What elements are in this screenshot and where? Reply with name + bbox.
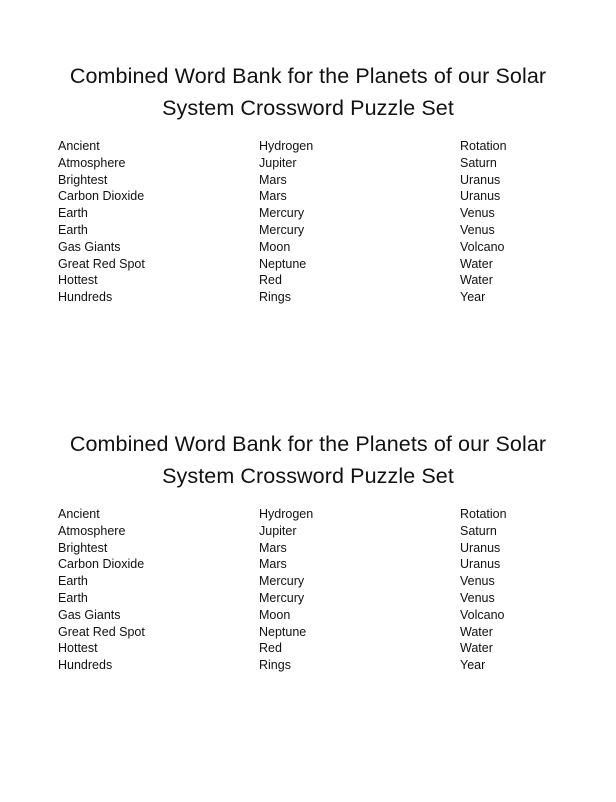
word-item: Atmosphere — [58, 523, 126, 538]
word-item: Rotation — [460, 507, 507, 521]
word-bank — [0, 506, 616, 676]
word-bank-title — [28, 60, 588, 124]
word-item: Mars — [259, 172, 287, 187]
word-item: Saturn — [460, 523, 497, 538]
word-item: Water — [460, 624, 493, 639]
word-item: Hottest — [58, 273, 98, 288]
word-item: Year — [460, 658, 486, 673]
word-item: Uranus — [460, 557, 501, 572]
word-item: Moon — [259, 239, 291, 254]
word-item: Earth — [58, 574, 88, 589]
word-item: Ancient — [58, 139, 100, 153]
word-item: Brightest — [58, 172, 108, 187]
word-column-3 — [460, 506, 507, 674]
word-item: Earth — [58, 590, 88, 605]
word-item: Atmosphere — [58, 155, 126, 170]
word-item: Moon — [259, 607, 291, 622]
title-line-1: Combined Word Bank for the Planets of our Solar — [69, 64, 547, 88]
word-item: Hottest — [58, 641, 98, 656]
word-item: Red — [259, 641, 282, 656]
word-bank-section-2 — [0, 428, 616, 676]
title-line-2: System Crossword Puzzle Set — [162, 464, 454, 488]
title-line-1: Combined Word Bank for the Planets of our Solar — [69, 432, 547, 456]
word-item: Hydrogen — [259, 507, 314, 521]
word-item: Uranus — [460, 189, 501, 204]
word-column-3 — [460, 138, 507, 306]
word-item: Jupiter — [259, 155, 297, 170]
word-item: Neptune — [259, 256, 307, 271]
word-item: Uranus — [460, 540, 501, 555]
word-item: Hydrogen — [259, 139, 314, 153]
title-line-2: System Crossword Puzzle Set — [162, 96, 454, 120]
word-item: Uranus — [460, 172, 501, 187]
word-item: Water — [460, 256, 493, 271]
word-item: Great Red Spot — [58, 624, 145, 639]
word-item: Earth — [58, 222, 88, 237]
word-item: Neptune — [259, 624, 307, 639]
word-item: Jupiter — [259, 523, 297, 538]
word-item: Volcano — [460, 239, 505, 254]
word-item: Rotation — [460, 139, 507, 153]
word-item: Saturn — [460, 155, 497, 170]
word-item: Carbon Dioxide — [58, 557, 145, 572]
word-bank-title — [28, 428, 588, 492]
word-item: Mercury — [259, 206, 305, 221]
word-item: Brightest — [58, 540, 108, 555]
word-item: Hundreds — [58, 290, 113, 305]
word-item: Gas Giants — [58, 607, 121, 622]
word-item: Gas Giants — [58, 239, 121, 254]
word-item: Volcano — [460, 607, 505, 622]
word-column-1 — [58, 506, 145, 674]
word-item: Mercury — [259, 222, 305, 237]
word-column-2 — [259, 138, 313, 306]
word-item: Venus — [460, 574, 495, 589]
word-item: Mercury — [259, 590, 305, 605]
word-item: Red — [259, 273, 282, 288]
word-item: Venus — [460, 222, 495, 237]
word-item: Mars — [259, 540, 287, 555]
word-item: Rings — [259, 658, 291, 673]
word-item: Mercury — [259, 574, 305, 589]
word-item: Earth — [58, 206, 88, 221]
word-item: Venus — [460, 590, 495, 605]
word-column-2 — [259, 506, 313, 674]
word-item: Year — [460, 290, 486, 305]
word-item: Water — [460, 641, 493, 656]
word-item: Hundreds — [58, 658, 113, 673]
word-column-1 — [58, 138, 145, 306]
word-item: Ancient — [58, 507, 100, 521]
word-item: Water — [460, 273, 493, 288]
word-item: Rings — [259, 290, 291, 305]
word-bank — [0, 138, 616, 308]
word-item: Mars — [259, 189, 287, 204]
word-item: Carbon Dioxide — [58, 189, 145, 204]
word-item: Mars — [259, 557, 287, 572]
word-bank-section-1 — [0, 60, 616, 308]
word-item: Venus — [460, 206, 495, 221]
word-item: Great Red Spot — [58, 256, 145, 271]
